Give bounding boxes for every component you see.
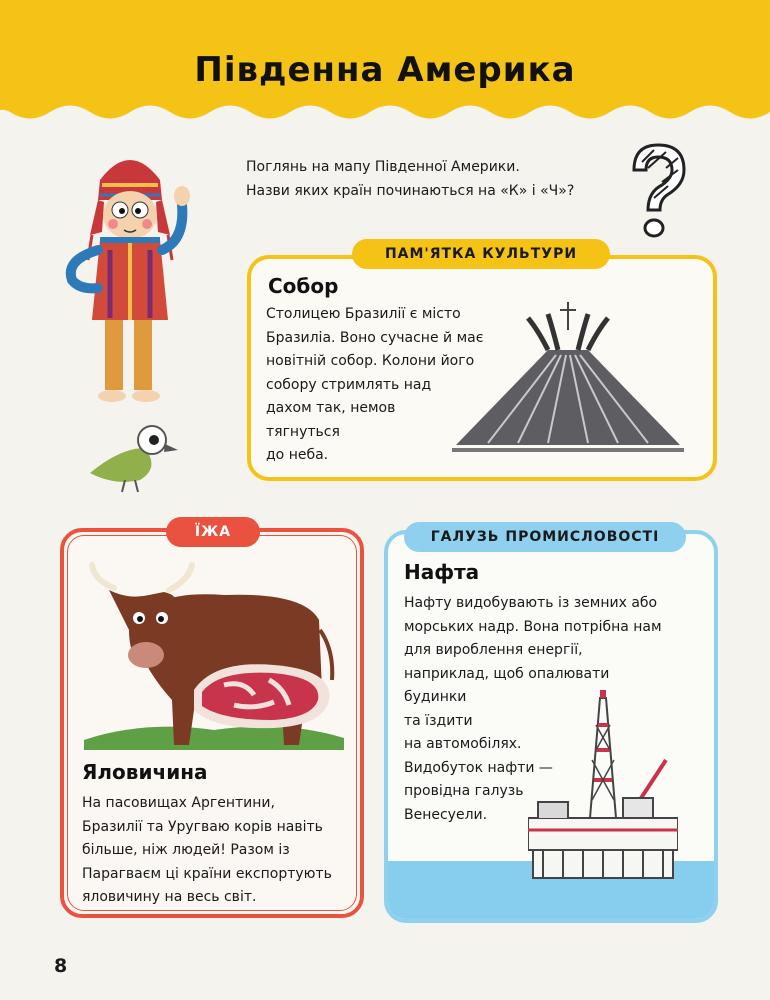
text-line: Бразиліа. Воно сучасне й має bbox=[266, 329, 484, 346]
page-number: 8 bbox=[54, 955, 68, 977]
text-line: морських надр. Вона потрібна нам bbox=[404, 618, 662, 635]
text-line: собору стримлять над bbox=[266, 376, 432, 393]
andean-boy-illustration bbox=[50, 140, 210, 410]
text-line: провідна галузь bbox=[404, 783, 524, 799]
text-line: будинки bbox=[404, 689, 467, 705]
text-line: Столицею Бразилії є місто bbox=[266, 306, 461, 322]
text-line: Парагваєм ці країни експортують bbox=[82, 865, 332, 882]
food-text bbox=[82, 792, 332, 910]
text-line: дахом так, немов bbox=[266, 400, 396, 416]
text-line: до неба. bbox=[266, 447, 329, 463]
culture-heading: Собор bbox=[268, 274, 339, 298]
text-line: на автомобілях. bbox=[404, 736, 522, 752]
cow-illustration bbox=[84, 560, 344, 750]
text-line: тягнуться bbox=[266, 423, 340, 440]
text-line: На пасовищах Аргентини, bbox=[82, 795, 275, 811]
text-line: Нафту видобувають із земних або bbox=[404, 595, 658, 611]
page-title: Південна Америка bbox=[194, 50, 576, 90]
oil-rig-illustration bbox=[528, 690, 678, 880]
industry-tag: ГАЛУЗЬ ПРОМИСЛОВОСТІ bbox=[404, 522, 686, 552]
text-line: Видобуток нафти — bbox=[404, 759, 553, 776]
culture-tag: ПАМ'ЯТКА КУЛЬТУРИ bbox=[352, 239, 610, 269]
intro-line: Назви яких країн починаються на «К» і «Ч»? bbox=[246, 183, 575, 199]
text-line: наприклад, щоб опалювати bbox=[404, 665, 610, 682]
cathedral-illustration bbox=[448, 300, 688, 460]
text-line: яловичину на весь світ. bbox=[82, 889, 257, 905]
bird-illustration bbox=[80, 418, 190, 493]
intro-line: Поглянь на мапу Південної Америки. bbox=[246, 159, 520, 175]
text-line: та їздити bbox=[404, 712, 473, 729]
question-mark-icon bbox=[622, 140, 692, 240]
food-tag: ЇЖА bbox=[166, 517, 260, 547]
text-line: для вироблення енергії, bbox=[404, 642, 583, 658]
industry-heading: Нафта bbox=[404, 560, 480, 584]
text-line: більше, ніж людей! Разом із bbox=[82, 842, 290, 858]
text-line: новітній собор. Колони його bbox=[266, 353, 475, 369]
text-line: Бразилії та Уругваю корів навіть bbox=[82, 818, 323, 835]
intro-question bbox=[246, 155, 626, 203]
food-heading: Яловичина bbox=[82, 760, 208, 784]
text-line: Венесуели. bbox=[404, 806, 488, 823]
